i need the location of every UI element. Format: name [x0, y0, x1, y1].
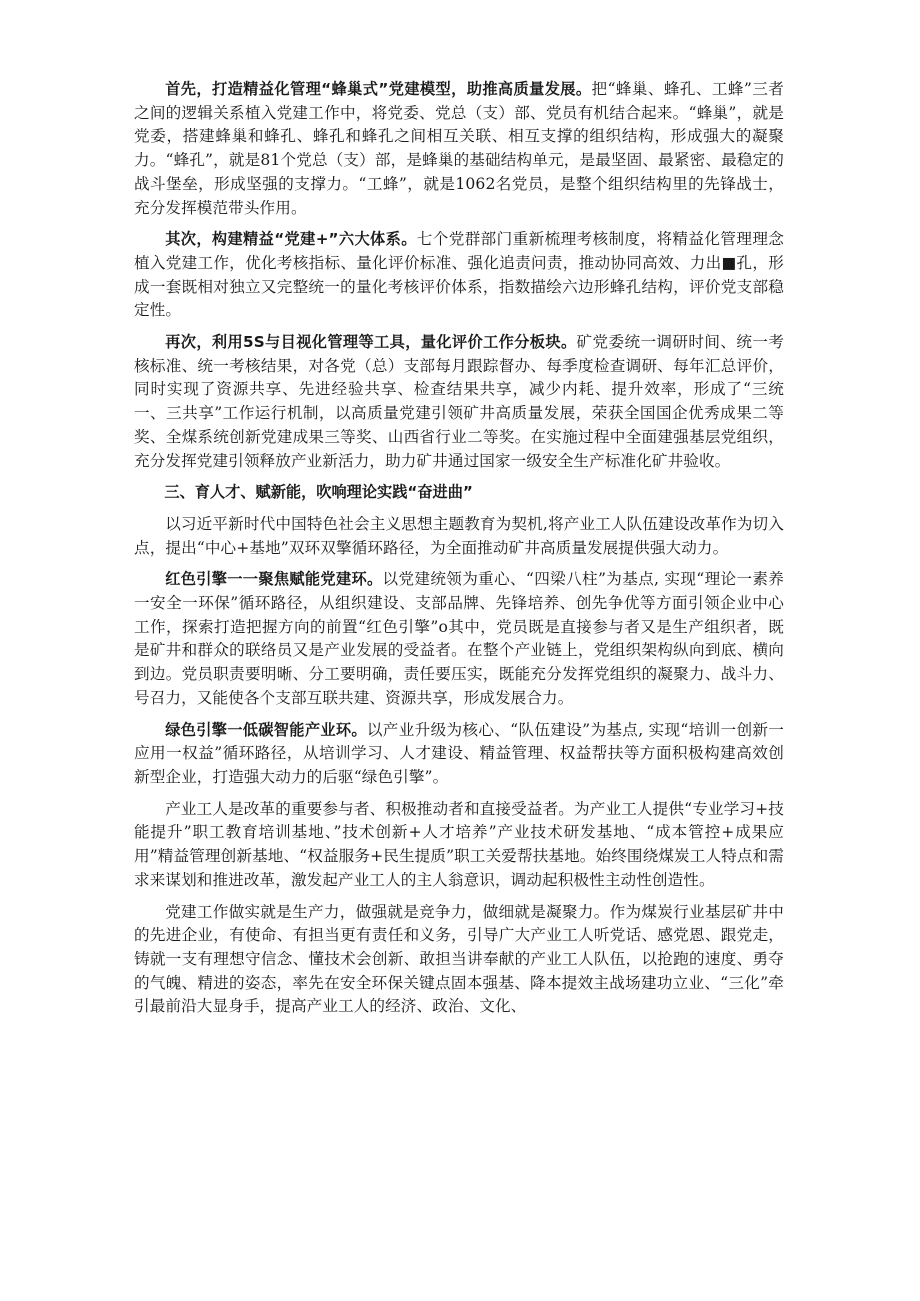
paragraph-text: 产业工人是改革的重要参与者、积极推动者和直接受益者。为产业工人提供“专业学习+技能提升”职工教育培训基地、”技术创新+人才培养”产业技术研发基地、“成本管控+成果应用”精益管理创新基地、“权益服务+民生提质”职工关爱帮扶基地。始终围绕煤炭工人特点和需求来谋划和推进改革，激发起产业工人的主人翁意识，调动起积极性主动性创造性。: [134, 799, 784, 889]
paragraph-lead: 首先，打造精益化管理“蜂巢式”党建模型，助推高质量发展。: [165, 80, 592, 98]
paragraph-text: 党建工作做实就是生产力，做强就是竞争力，做细就是凝聚力。作为煤炭行业基层矿井中的先进企业，有使命、有担当更有责任和义务，引导广大产业工人听党话、感党恩、跟党走，铸就一支有理想守信念、懂技术会创新、敢担当讲奉献的产业工人队伍，以抢跑的速度、勇夺的气魄、精进的姿态，率先在安全环保关键点固本强基、降本提效主战场建功立业、“三化”牵引最前沿大显身手，提高产业工人的经济、政治、文化、: [134, 902, 784, 1016]
paragraph-six-systems: [134, 228, 784, 323]
section-heading: 三、育人才、赋新能，吹响理论实践“奋进曲”: [164, 483, 473, 502]
paragraph-text: 以习近平新时代中国特色社会主义思想主题教育为契机,将产业工人队伍建设改革作为切入点，提出“中心+基地”双环双擎循环路径，为全面推动矿井高质量发展提供强大动力。: [134, 514, 784, 557]
paragraph-lead: 再次，利用5S与目视化管理等工具，量化评价工作分板块。: [165, 333, 577, 352]
paragraph-green-engine: [134, 719, 784, 790]
paragraph-red-engine: [134, 568, 784, 710]
paragraph-text: 矿党委统一调研时间、统一考核标准、统一考核结果，对各党（总）支部每月跟踪督办、每季度检查调研、每年汇总评价，同时实现了资源共享、先进经验共享、检查结果共享，减少内耗、提升效率，形成了“三统一、三共享”工作运行机制，以高质量党建引领矿井高质量发展，荣获全国国企优秀成果二等奖、全煤系统创新党建成果三等奖、山西省行业二等奖。在实施过程中全面建强基层党组织，充分发挥党建引领释放产业新活力，助力矿井通过国家一级安全生产标准化矿井验收。: [134, 333, 784, 470]
paragraph-text: 以党建统领为重心、“四梁八柱”为基点, 实现“理论一素养一安全一环保”循环路径，从组织建设、支部品牌、先锋培养、创先争优等方面引领企业中心工作，探索打造把握方向的前置“红色引擎”o其中，党员既是直接参与者又是生产组织者，既是矿井和群众的联络员又是产业发展的受益者。在整个产业链上，党组织架构纵向到底、横向到边。党员职责要明晰、分工要明确，责任要压实，既能充分发挥党组织的凝聚力、战斗力、号召力，又能使各个支部互联共建、资源共享，形成发展合力。: [134, 570, 784, 707]
paragraph-lead: 红色引擎一一聚焦赋能党建环。: [165, 570, 383, 589]
paragraph-text: 七个党群部门重新梳理考核制度，将精益化管理理念植入党建工作，优化考核指标、量化评价标准、强化追责问责，推动协同高效、力出■孔，形成一套既相对独立又完整统一的量化考核评价体系，指数描绘六边形蜂孔结构，评价党支部稳定性。: [134, 230, 784, 320]
paragraph-party-building-productivity: [134, 901, 784, 1020]
paragraph-lead: 其次，构建精益“党建+”六大体系。: [165, 230, 417, 249]
paragraph-lead: 绿色引擎一低碳智能产业环。: [165, 720, 367, 739]
paragraph-5s-visual-management: [134, 331, 784, 473]
paragraph-honeycomb-model: [134, 78, 784, 220]
paragraph-section-intro: [134, 513, 784, 560]
document-page: [134, 78, 784, 1027]
paragraph-text: 把“蜂巢、蜂孔、工蜂”三者之间的逻辑关系植入党建工作中，将党委、党总（支）部、党员有机结合起来。“蜂巢”，就是党委，搭建蜂巢和蜂孔、蜂孔和蜂孔之间相互关联、相互支撑的组织结构，形成强大的凝聚力。“蜂孔”，就是81个党总（支）部，是蜂巢的基础结构单元，是最坚固、最紧密、最稳定的战斗堡垒，形成坚强的支撑力。“工蜂”，就是1062名党员，是整个组织结构里的先锋战士，充分发挥模范带头作用。: [134, 80, 784, 217]
paragraph-text: 以产业升级为核心、“队伍建设”为基点, 实现“培训一创新一应用一权益”循环路径，从培训学习、人才建设、精益管理、权益帮扶等方面积极构建高效创新型企业，打造强大动力的后驱“绿色引擎”。: [134, 720, 784, 786]
paragraph-industrial-workers: [134, 798, 784, 893]
